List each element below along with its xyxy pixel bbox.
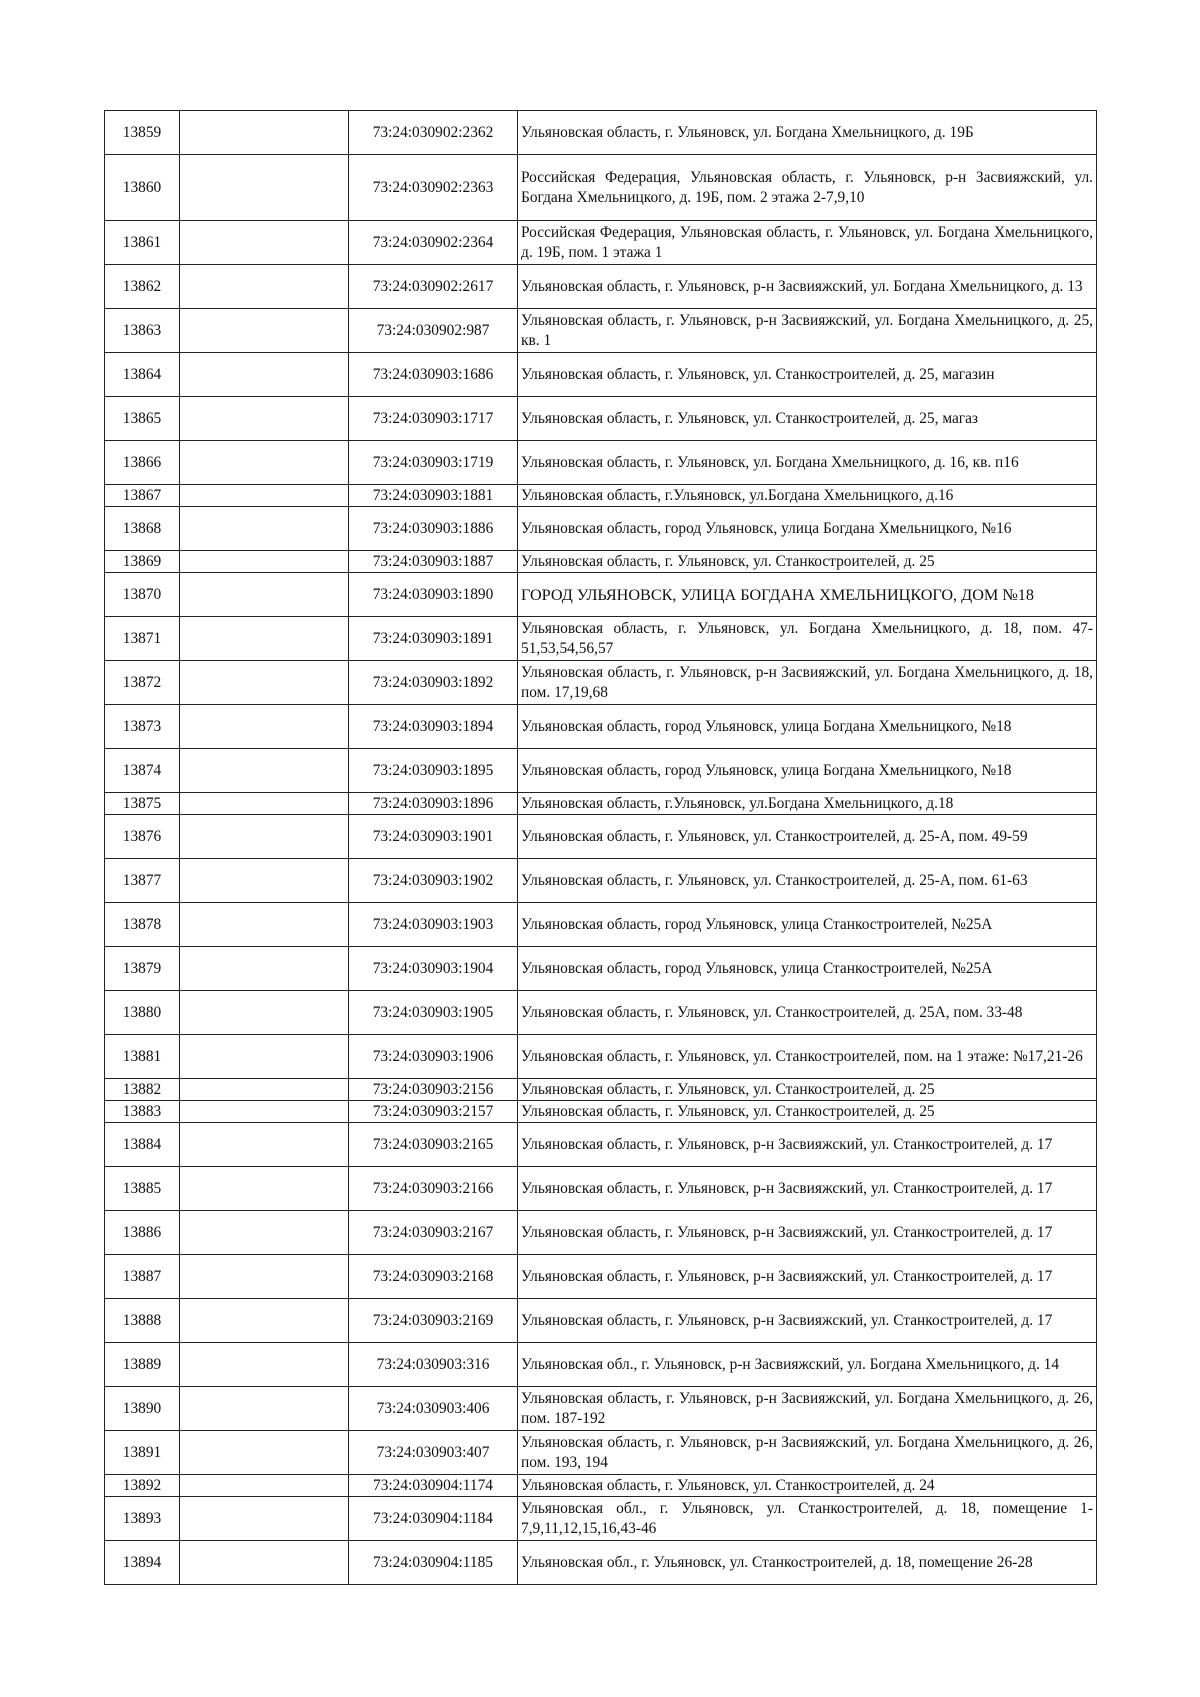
table-row <box>105 485 1097 507</box>
address-cell: Ульяновская область, город Ульяновск, улица Богдана Хмельницкого, №18 <box>518 705 1097 749</box>
address-cell: Ульяновская область, г. Ульяновск, р-н Засвияжский, ул. Богдана Хмельницкого, д. 26, пом. 193, 194 <box>518 1431 1097 1475</box>
address-cell: Ульяновская область, г. Ульяновск, ул. Станкостроителей, д. 25 <box>518 1101 1097 1123</box>
address-cell: Ульяновская область, г.Ульяновск, ул.Богдана Хмельницкого, д.18 <box>518 793 1097 815</box>
row-number-cell: 13891 <box>105 1431 180 1475</box>
row-number-cell: 13886 <box>105 1211 180 1255</box>
table-row <box>105 1343 1097 1387</box>
name-cell <box>180 903 349 947</box>
table-row <box>105 991 1097 1035</box>
name-cell <box>180 1123 349 1167</box>
cadastral-number-cell: 73:24:030903:1906 <box>349 1035 518 1079</box>
name-cell <box>180 485 349 507</box>
name-cell <box>180 1475 349 1497</box>
row-number-cell: 13876 <box>105 815 180 859</box>
cadastral-number-cell: 73:24:030903:1719 <box>349 441 518 485</box>
table-row <box>105 947 1097 991</box>
name-cell <box>180 573 349 617</box>
cadastral-number-cell: 73:24:030903:2165 <box>349 1123 518 1167</box>
name-cell <box>180 441 349 485</box>
row-number-cell: 13888 <box>105 1299 180 1343</box>
address-cell: Ульяновская область, г. Ульяновск, р-н Засвияжский, ул. Станкостроителей, д. 17 <box>518 1255 1097 1299</box>
row-number-cell: 13883 <box>105 1101 180 1123</box>
address-cell: Ульяновская область, город Ульяновск, улица Станкостроителей, №25А <box>518 903 1097 947</box>
address-cell: Ульяновская область, г. Ульяновск, ул. Станкостроителей, д. 25, магаз <box>518 397 1097 441</box>
name-cell <box>180 507 349 551</box>
address-cell: Ульяновская область, г. Ульяновск, р-н Засвияжский, ул. Станкостроителей, д. 17 <box>518 1299 1097 1343</box>
row-number-cell: 13887 <box>105 1255 180 1299</box>
cadastral-number-cell: 73:24:030903:1887 <box>349 551 518 573</box>
table-row <box>105 1387 1097 1431</box>
name-cell <box>180 1167 349 1211</box>
row-number-cell: 13863 <box>105 309 180 353</box>
cadastral-number-cell: 73:24:030903:1894 <box>349 705 518 749</box>
cadastral-number-cell: 73:24:030902:2363 <box>349 155 518 221</box>
cadastral-number-cell: 73:24:030903:1905 <box>349 991 518 1035</box>
table-row <box>105 1475 1097 1497</box>
row-number-cell: 13892 <box>105 1475 180 1497</box>
cadastral-number-cell: 73:24:030903:1896 <box>349 793 518 815</box>
table-row <box>105 793 1097 815</box>
name-cell <box>180 1497 349 1541</box>
name-cell <box>180 705 349 749</box>
name-cell <box>180 1541 349 1585</box>
table-row <box>105 1079 1097 1101</box>
row-number-cell: 13878 <box>105 903 180 947</box>
cadastral-number-cell: 73:24:030903:2169 <box>349 1299 518 1343</box>
row-number-cell: 13889 <box>105 1343 180 1387</box>
table-row <box>105 1497 1097 1541</box>
cadastral-number-cell: 73:24:030903:1686 <box>349 353 518 397</box>
address-cell: Ульяновская область, г. Ульяновск, ул. Станкостроителей, д. 25А, пом. 33-48 <box>518 991 1097 1035</box>
name-cell <box>180 661 349 705</box>
table-row <box>105 661 1097 705</box>
table-row <box>105 507 1097 551</box>
cadastral-number-cell: 73:24:030902:2617 <box>349 265 518 309</box>
table-row <box>105 1101 1097 1123</box>
name-cell <box>180 991 349 1035</box>
address-cell: Ульяновская область, город Ульяновск, улица Станкостроителей, №25А <box>518 947 1097 991</box>
row-number-cell: 13859 <box>105 111 180 155</box>
address-cell: Ульяновская обл., г. Ульяновск, р-н Засвияжский, ул. Богдана Хмельницкого, д. 14 <box>518 1343 1097 1387</box>
table-row <box>105 749 1097 793</box>
table-row <box>105 1299 1097 1343</box>
row-number-cell: 13884 <box>105 1123 180 1167</box>
property-register-table <box>104 110 1097 1585</box>
name-cell <box>180 859 349 903</box>
row-number-cell: 13874 <box>105 749 180 793</box>
row-number-cell: 13870 <box>105 573 180 617</box>
name-cell <box>180 551 349 573</box>
name-cell <box>180 1035 349 1079</box>
cadastral-number-cell: 73:24:030902:2362 <box>349 111 518 155</box>
row-number-cell: 13865 <box>105 397 180 441</box>
table-row <box>105 155 1097 221</box>
cadastral-number-cell: 73:24:030903:1881 <box>349 485 518 507</box>
row-number-cell: 13860 <box>105 155 180 221</box>
cadastral-number-cell: 73:24:030903:1901 <box>349 815 518 859</box>
cadastral-number-cell: 73:24:030903:1902 <box>349 859 518 903</box>
row-number-cell: 13879 <box>105 947 180 991</box>
table-body <box>105 111 1097 1585</box>
table-row <box>105 815 1097 859</box>
name-cell <box>180 815 349 859</box>
table-row <box>105 705 1097 749</box>
address-cell: Ульяновская область, г. Ульяновск, ул. Богдана Хмельницкого, д. 19Б <box>518 111 1097 155</box>
name-cell <box>180 1387 349 1431</box>
table-row <box>105 221 1097 265</box>
row-number-cell: 13867 <box>105 485 180 507</box>
table-row <box>105 617 1097 661</box>
table-row <box>105 1035 1097 1079</box>
cadastral-number-cell: 73:24:030903:1886 <box>349 507 518 551</box>
cadastral-number-cell: 73:24:030903:1717 <box>349 397 518 441</box>
cadastral-number-cell: 73:24:030903:2166 <box>349 1167 518 1211</box>
table-row <box>105 1541 1097 1585</box>
name-cell <box>180 111 349 155</box>
row-number-cell: 13872 <box>105 661 180 705</box>
row-number-cell: 13894 <box>105 1541 180 1585</box>
address-cell: Ульяновская обл., г. Ульяновск, ул. Станкостроителей, д. 18, помещение 1-7,9,11,12,15,16,43-46 <box>518 1497 1097 1541</box>
cadastral-number-cell: 73:24:030902:2364 <box>349 221 518 265</box>
name-cell <box>180 1079 349 1101</box>
name-cell <box>180 1343 349 1387</box>
table-row <box>105 265 1097 309</box>
row-number-cell: 13875 <box>105 793 180 815</box>
row-number-cell: 13869 <box>105 551 180 573</box>
cadastral-number-cell: 73:24:030903:2167 <box>349 1211 518 1255</box>
address-cell: Ульяновская область, г. Ульяновск, р-н Засвияжский, ул. Богдана Хмельницкого, д. 18, пом. 17,19,68 <box>518 661 1097 705</box>
table-row <box>105 1167 1097 1211</box>
cadastral-number-cell: 73:24:030903:406 <box>349 1387 518 1431</box>
address-cell: Ульяновская область, г. Ульяновск, р-н Засвияжский, ул. Богдана Хмельницкого, д. 26, пом. 187-192 <box>518 1387 1097 1431</box>
row-number-cell: 13873 <box>105 705 180 749</box>
address-cell: Ульяновская область, г. Ульяновск, ул. Станкостроителей, д. 24 <box>518 1475 1097 1497</box>
name-cell <box>180 947 349 991</box>
row-number-cell: 13877 <box>105 859 180 903</box>
table-row <box>105 859 1097 903</box>
name-cell <box>180 1101 349 1123</box>
table-row <box>105 1123 1097 1167</box>
cadastral-number-cell: 73:24:030903:2168 <box>349 1255 518 1299</box>
name-cell <box>180 155 349 221</box>
address-cell: Ульяновская область, г. Ульяновск, ул. Станкостроителей, д. 25 <box>518 1079 1097 1101</box>
name-cell <box>180 1299 349 1343</box>
name-cell <box>180 265 349 309</box>
row-number-cell: 13893 <box>105 1497 180 1541</box>
cadastral-number-cell: 73:24:030903:316 <box>349 1343 518 1387</box>
address-cell: Ульяновская область, г. Ульяновск, р-н Засвияжский, ул. Станкостроителей, д. 17 <box>518 1123 1097 1167</box>
table-row <box>105 551 1097 573</box>
cadastral-number-cell: 73:24:030903:2156 <box>349 1079 518 1101</box>
address-cell: Ульяновская область, город Ульяновск, улица Богдана Хмельницкого, №18 <box>518 749 1097 793</box>
name-cell <box>180 1211 349 1255</box>
table-row <box>105 1255 1097 1299</box>
row-number-cell: 13885 <box>105 1167 180 1211</box>
name-cell <box>180 397 349 441</box>
cadastral-number-cell: 73:24:030903:1890 <box>349 573 518 617</box>
row-number-cell: 13890 <box>105 1387 180 1431</box>
address-cell: Ульяновская область, город Ульяновск, улица Богдана Хмельницкого, №16 <box>518 507 1097 551</box>
address-cell: Ульяновская область, г. Ульяновск, ул. Богдана Хмельницкого, д. 16, кв. п16 <box>518 441 1097 485</box>
name-cell <box>180 793 349 815</box>
table-row <box>105 309 1097 353</box>
table-row <box>105 903 1097 947</box>
cadastral-number-cell: 73:24:030903:1904 <box>349 947 518 991</box>
address-cell: Российская Федерация, Ульяновская область, г. Ульяновск, ул. Богдана Хмельницкого, д. 19Б, пом. 1 этажа 1 <box>518 221 1097 265</box>
row-number-cell: 13861 <box>105 221 180 265</box>
row-number-cell: 13864 <box>105 353 180 397</box>
cadastral-number-cell: 73:24:030903:1903 <box>349 903 518 947</box>
name-cell <box>180 221 349 265</box>
row-number-cell: 13862 <box>105 265 180 309</box>
table-row <box>105 441 1097 485</box>
cadastral-number-cell: 73:24:030904:1185 <box>349 1541 518 1585</box>
table-row <box>105 353 1097 397</box>
name-cell <box>180 1255 349 1299</box>
cadastral-number-cell: 73:24:030903:1891 <box>349 617 518 661</box>
row-number-cell: 13868 <box>105 507 180 551</box>
table-row <box>105 1431 1097 1475</box>
name-cell <box>180 1431 349 1475</box>
address-cell: Ульяновская область, г. Ульяновск, ул. Станкостроителей, д. 25 <box>518 551 1097 573</box>
address-cell: Ульяновская область, г. Ульяновск, р-н Засвияжский, ул. Станкостроителей, д. 17 <box>518 1211 1097 1255</box>
table-row <box>105 111 1097 155</box>
name-cell <box>180 309 349 353</box>
cadastral-number-cell: 73:24:030904:1184 <box>349 1497 518 1541</box>
row-number-cell: 13880 <box>105 991 180 1035</box>
name-cell <box>180 617 349 661</box>
name-cell <box>180 353 349 397</box>
cadastral-number-cell: 73:24:030903:1892 <box>349 661 518 705</box>
address-cell: Ульяновская область, г. Ульяновск, ул. Станкостроителей, пом. на 1 этаже: №17,21-26 <box>518 1035 1097 1079</box>
address-cell: Ульяновская область, г. Ульяновск, р-н Засвияжский, ул. Богдана Хмельницкого, д. 13 <box>518 265 1097 309</box>
address-cell: Ульяновская обл., г. Ульяновск, ул. Станкостроителей, д. 18, помещение 26-28 <box>518 1541 1097 1585</box>
address-cell: Ульяновская область, г. Ульяновск, р-н Засвияжский, ул. Богдана Хмельницкого, д. 25, кв. 1 <box>518 309 1097 353</box>
address-cell: ГОРОД УЛЬЯНОВСК, УЛИЦА БОГДАНА ХМЕЛЬНИЦКОГО, ДОМ №18 <box>518 573 1097 617</box>
table-row <box>105 1211 1097 1255</box>
table-row <box>105 573 1097 617</box>
address-cell: Ульяновская область, г. Ульяновск, ул. Станкостроителей, д. 25-А, пом. 49-59 <box>518 815 1097 859</box>
table-row <box>105 397 1097 441</box>
cadastral-number-cell: 73:24:030904:1174 <box>349 1475 518 1497</box>
address-cell: Ульяновская область, г. Ульяновск, ул. Богдана Хмельницкого, д. 18, пом. 47-51,53,54,56,57 <box>518 617 1097 661</box>
address-cell: Ульяновская область, г.Ульяновск, ул.Богдана Хмельницкого, д.16 <box>518 485 1097 507</box>
cadastral-number-cell: 73:24:030903:407 <box>349 1431 518 1475</box>
address-cell: Ульяновская область, г. Ульяновск, р-н Засвияжский, ул. Станкостроителей, д. 17 <box>518 1167 1097 1211</box>
address-cell: Ульяновская область, г. Ульяновск, ул. Станкостроителей, д. 25-А, пом. 61-63 <box>518 859 1097 903</box>
cadastral-number-cell: 73:24:030902:987 <box>349 309 518 353</box>
row-number-cell: 13871 <box>105 617 180 661</box>
row-number-cell: 13881 <box>105 1035 180 1079</box>
cadastral-number-cell: 73:24:030903:1895 <box>349 749 518 793</box>
cadastral-number-cell: 73:24:030903:2157 <box>349 1101 518 1123</box>
row-number-cell: 13866 <box>105 441 180 485</box>
row-number-cell: 13882 <box>105 1079 180 1101</box>
name-cell <box>180 749 349 793</box>
address-cell: Российская Федерация, Ульяновская область, г. Ульяновск, р-н Засвияжский, ул. Богдана Хмельницкого, д. 19Б, пом. 2 этажа 2-7,9,10 <box>518 155 1097 221</box>
address-cell: Ульяновская область, г. Ульяновск, ул. Станкостроителей, д. 25, магазин <box>518 353 1097 397</box>
